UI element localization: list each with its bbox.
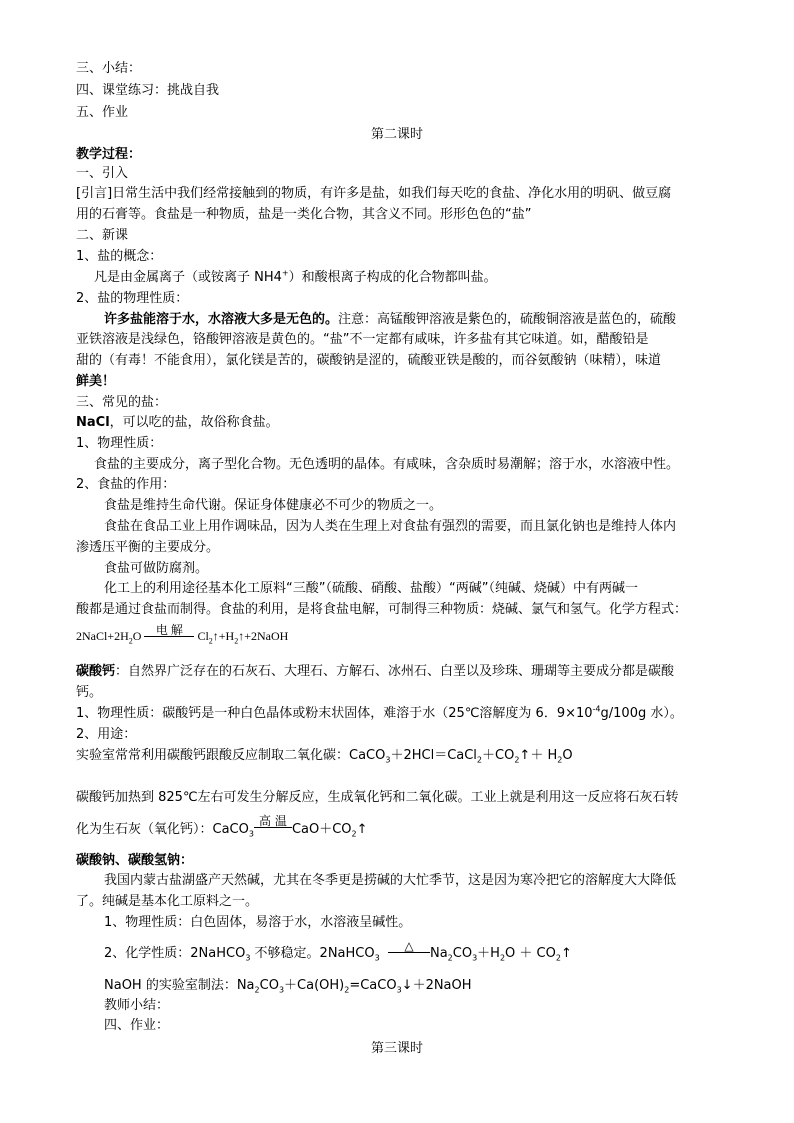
- paragraph-line: 2、化学性质：2NaHCO$_3$ 不够稳定。2NaHCO$_3$ △ $Na_2CO_3+H_2O$ ＋ $CO_2↑$: [104, 939, 572, 963]
- paragraph-line: 凡是由金属离子（或铵离子 NH4+）和酸根离子构成的化合物都叫盐。: [94, 268, 497, 285]
- new-lesson-heading: 二、新课: [76, 228, 129, 243]
- teaching-process-heading: 教学过程：: [76, 147, 142, 162]
- paragraph-line: 实验室常常利用碳酸钙跟酸反应制取二氧化碳：$CaCO_3+2HCl=CaCl_2+CO_2↑+ H_2O$: [76, 748, 573, 765]
- lesson-three-title: 第三课时: [370, 1041, 423, 1056]
- paragraph-line: 我国内蒙古盐湖盛产天然碱，尤其在冬季更是捞碱的大忙季节，这是因为寒冷把它的溶解度大大降低: [104, 873, 677, 888]
- paragraph-line: 食盐可做防腐剂。: [104, 561, 209, 576]
- paragraph-line: 食盐的主要成分，离子型化合物。无色透明的晶体。有咸味，含杂质时易潮解；溶于水，水溶液中性。: [94, 457, 680, 472]
- paragraph-line: [引言]日常生活中我们经常接触到的物质，有许多是盐，如我们每天吃的食盐、净化水用的明矾、做豆腐: [76, 186, 672, 201]
- paragraph-line: 酸都是通过食盐而制得。食盐的利用，是将食盐电解，可制得三种物质：烧碱、氯气和氢气。化学方程式：: [76, 602, 688, 617]
- lesson-two-title: 第二课时: [370, 127, 423, 142]
- paragraph-line: 亚铁溶液是浅绿色，铬酸钾溶液是黄色的。“盐”不一定都有咸味，许多盐有其它味道。如，醋酸铅是: [76, 332, 649, 347]
- salt-uses-heading: 2、食盐的作用：: [76, 477, 176, 492]
- paragraph-line: 化为生石灰（氧化钙）：CaCO$_3$ 高 温 $CaO+CO_2↑$: [76, 814, 368, 839]
- electrolysis-equation: $2NaCl+2H_2O$ 电 解 $Cl_2↑+H_2↑+2NaOH$: [76, 623, 289, 646]
- classroom-exercise-heading: 四、课堂练习：挑战自我: [76, 83, 220, 98]
- paragraph-line: 鲜美！: [76, 374, 116, 389]
- paragraph-line: 许多盐能溶于水，水溶液大多是无色的。注意：高锰酸钾溶液是紫色的，硫酸铜溶液是蓝色的，硫酸: [104, 312, 677, 327]
- homework-heading: 四、作业：: [104, 1018, 170, 1033]
- teacher-summary-heading: 教师小结：: [104, 998, 170, 1013]
- paragraph-line: 碳酸钙：自然界广泛存在的石灰石、大理石、方解石、冰州石、白垩以及珍珠、珊瑚等主要成分都是碳酸: [76, 664, 675, 679]
- condition-label: 电 解: [155, 623, 183, 637]
- uses-heading: 2、用途：: [76, 727, 137, 742]
- physical-properties-heading: 2、盐的物理性质：: [76, 291, 189, 306]
- condition-label: 高 温: [259, 814, 287, 828]
- paragraph-line: 食盐在食品工业上用作调味品，因为人类在生理上对食盐有强烈的需要，而且氯化钠也是维持人体内: [104, 519, 677, 534]
- physical-properties-heading: 1、物理性质：: [76, 436, 163, 451]
- salt-concept-heading: 1、盐的概念：: [76, 249, 163, 264]
- paragraph-line: 钙。: [76, 685, 103, 700]
- paragraph-line: 了。纯碱是基本化工原料之一。: [76, 894, 259, 909]
- paragraph-line: 1、物理性质：白色固体，易溶于水，水溶液呈碱性。: [104, 915, 412, 930]
- sodium-carbonate-heading: 碳酸钠、碳酸氢钠：: [76, 853, 194, 868]
- introduction-heading: 一、引入: [76, 166, 129, 181]
- paragraph-line: 渗透压平衡的主要成分。: [76, 540, 220, 555]
- common-salts-heading: 三、常见的盐：: [76, 395, 168, 410]
- heat-symbol: △: [404, 939, 414, 953]
- paragraph-line: 化工上的利用途径基本化工原料“三酸”（硫酸、硝酸、盐酸）“两碱”（纯碱、烧碱）中有两碱一: [104, 581, 638, 596]
- paragraph-line: NaOH 的实验室制法：$Na_2CO_3+Ca(OH)_2=CaCO_3↓+2NaOH$: [104, 978, 472, 995]
- paragraph-line: NaCl，可以吃的盐，故俗称食盐。: [76, 415, 279, 430]
- paragraph-line: 食盐是维持生命代谢。保证身体健康必不可少的物质之一。: [104, 498, 443, 513]
- summary-heading: 三、小结：: [76, 61, 142, 76]
- paragraph-line: 甜的（有毒！不能食用），氯化镁是苦的，碳酸钠是涩的，硫酸亚铁是酸的，而谷氨酸钠（味精），味道: [76, 353, 662, 368]
- paragraph-line: 1、物理性质：碳酸钙是一种白色晶体或粉末状固体，难溶于水（25℃溶解度为 6．$9\times 10^{-4}g/100g$ 水）。: [76, 704, 683, 721]
- paragraph-line: 用的石膏等。食盐是一种物质，盐是一类化合物，其含义不同。形形色色的“盐”: [76, 207, 532, 222]
- paragraph-line: 碳酸钙加热到 825℃左右可发生分解反应，生成氧化钙和二氧化碳。工业上就是利用这一反应将石灰石转: [76, 790, 679, 805]
- homework-heading: 五、作业: [76, 105, 129, 120]
